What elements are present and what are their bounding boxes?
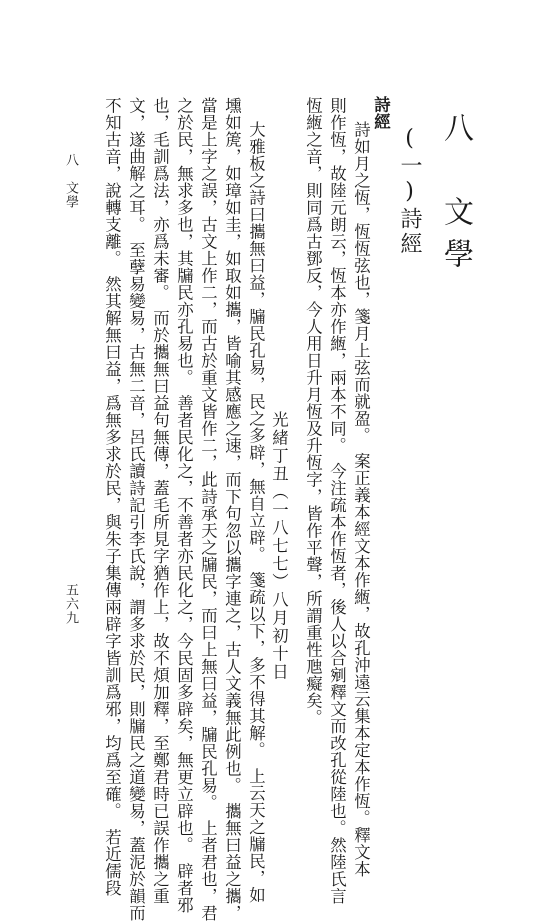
text-column-11: 不知古音，說轉支離。 然其解無曰益，爲無多求於民，與朱子集傳兩辟字皆訓爲邪，均爲至確。 若近儒段 bbox=[102, 97, 122, 897]
text-column-2: 詩如月之恆，恆恆弦也，箋月上弦而就盈。 案正義本經文本作緪，故孔沖遠云集本定本作恆。釋文本 bbox=[351, 121, 371, 878]
text-column-7: 當是上字之誤，古文上作二，而古於重文皆作二，此詩承天之牖民，而曰上無曰益，牖民孔易。 上者君也，君 bbox=[198, 97, 218, 922]
text-column-1: 詩經 bbox=[371, 96, 391, 130]
text-column-8: 之於民，無求多也，其牖民亦孔易也。 善者民化之，不善者亦民化之，今民固多辟矣，無更立辟也。 辟者邪 bbox=[174, 97, 194, 914]
chapter-title: 八 文學 bbox=[438, 112, 473, 280]
date-line: 光緒丁丑（一八七七）八月初十日 bbox=[269, 411, 289, 681]
text-column-3: 則作恆，故陸元朗云，恆本亦作緪，兩本不同。 今注疏本作恆者，後人以合剜釋文而改孔從陸也。然陸氏言 bbox=[327, 97, 347, 905]
page-number: 五六九 bbox=[63, 583, 78, 625]
text-column-5: 大雅板之詩曰攜無曰益，牖民孔易，民之多辟，無自立辟。 箋疏以下，多不得其解。 上云天之牖民，如 bbox=[246, 121, 266, 904]
running-head: 八 文學 bbox=[63, 153, 78, 209]
text-column-9: 也，毛訓爲法，亦爲未審。 而於攜無曰益句無傳，蓋毛所見字猶作上，故不煩加釋，至鄭君時已誤作攜之重 bbox=[150, 97, 170, 905]
text-column-10: 文，遂曲解之耳。 至孽易變易，古無二音，呂氏讀詩記引李氏說，謂多求於民，則牖民之道變易，蓋泥於韻而 bbox=[126, 97, 146, 922]
text-column-6: 壎如箎，如璋如圭，如取如攜，皆喻其感應之速，而下句忽以攜字連之，古人文義無此例也。 攜無曰益之攜， bbox=[222, 97, 242, 922]
text-column-4: 恆緪之音，則同爲古鄧反，今人用日升月恆及升恆字，皆作平聲，所謂重性虺癡矣。 bbox=[303, 97, 323, 726]
section-title: (一)詩經 bbox=[397, 126, 422, 257]
